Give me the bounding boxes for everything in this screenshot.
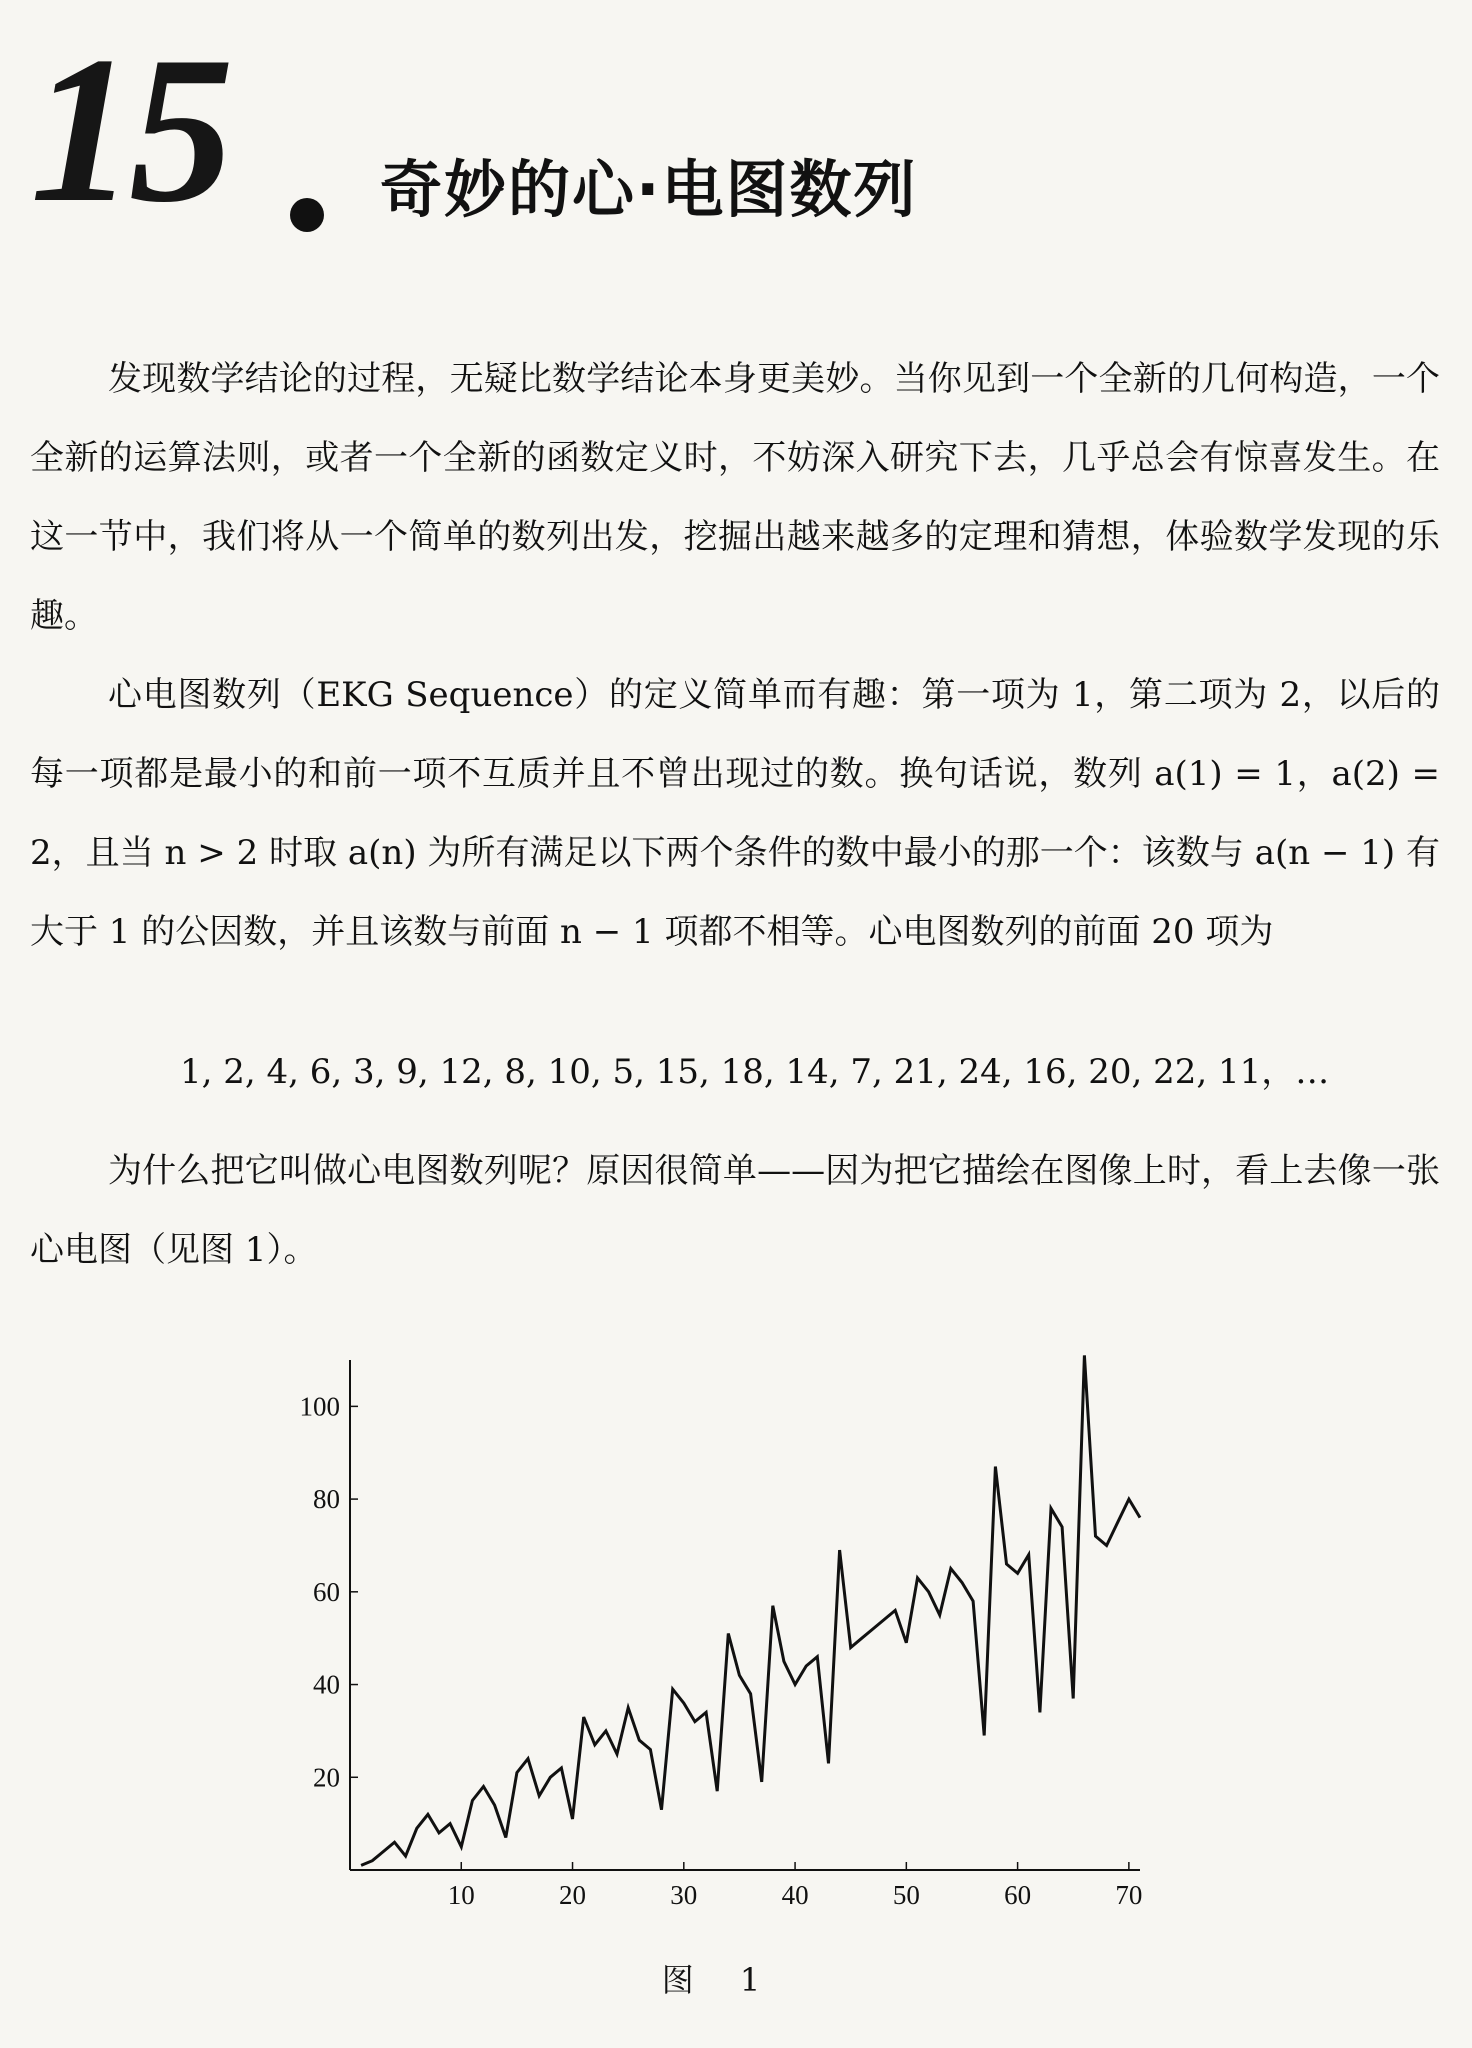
x-tick-label: 10 — [447, 1880, 475, 1910]
x-tick-label: 40 — [781, 1880, 809, 1910]
x-tick-label: 30 — [670, 1880, 698, 1910]
y-tick-label: 100 — [299, 1391, 340, 1422]
x-tick-label: 50 — [892, 1880, 920, 1910]
sequence-line: 1, 2, 4, 6, 3, 9, 12, 8, 10, 5, 15, 18, 14, 7, 21, 24, 16, 20, 22, 11，… — [180, 1052, 1330, 1092]
y-tick-label: 60 — [313, 1576, 340, 1607]
intro-paragraph: 发现数学结论的过程，无疑比数学结论本身更美妙。当你见到一个全新的几何构造，一个全新的运算法则，或者一个全新的函数定义时，不妨深入研究下去，几乎总会有惊喜发生。在这一节中，我们将从一个简单的数列出发，挖掘出越来越多的定理和猜想，体验数学发现的乐趣。 — [30, 359, 1440, 636]
y-tick-label: 40 — [313, 1669, 340, 1700]
chapter-header — [30, 14, 1430, 246]
explanation-paragraph: 为什么把它叫做心电图数列呢？原因很简单——因为把它描绘在图像上时，看上去像一张心电图（见图 1）。 — [30, 1151, 1440, 1270]
chapter-title: 奇妙的心·电图数列 — [380, 153, 918, 226]
chapter-dot — [290, 198, 324, 232]
figure — [270, 1350, 1170, 2030]
ekg-chart — [270, 1350, 1170, 1950]
definition-paragraph: 心电图数列（EKG Sequence）的定义简单而有趣：第一项为 1，第二项为 2，以后的每一项都是最小的和前一项不互质并且不曾出现过的数。换句话说，数列 a(1) = 1，a(2) = 2，且当 n > 2 时取 a(n) 为所有满足以下两个条件的数中最小的那一个：该数与 a(n − 1) 有大于 1 的公因数，并且该数与前面 n − 1 项都不相等。心电图数列的前面 20 项为 — [30, 675, 1440, 952]
x-tick-label: 20 — [559, 1880, 587, 1910]
ekg-series-line — [361, 1355, 1140, 1865]
body-text — [30, 340, 1440, 1290]
x-tick-label: 60 — [1004, 1880, 1032, 1910]
chapter-number: 15 — [30, 14, 228, 246]
y-tick-label: 20 — [313, 1762, 340, 1793]
x-tick-label: 70 — [1115, 1880, 1143, 1910]
figure-caption: 图 1 — [661, 1961, 779, 1999]
y-tick-label: 80 — [313, 1484, 340, 1515]
